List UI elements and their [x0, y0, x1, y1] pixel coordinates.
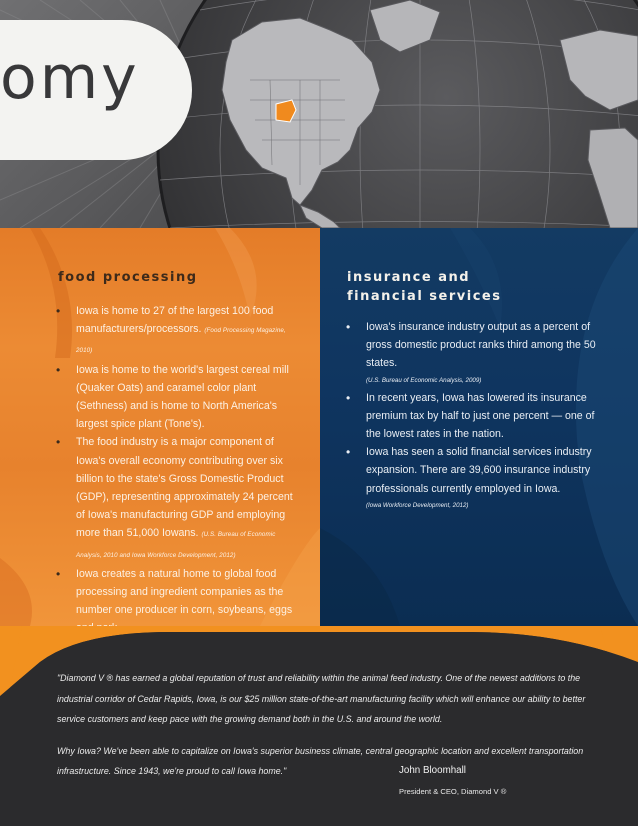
quote-paragraph: Why Iowa? We've been able to capitalize on Iowa's superior business climate, central geographic location and excellent transportation infrastructure. Since 1943, we're proud to call Iowa home."	[57, 745, 584, 777]
insurance-section	[320, 228, 638, 626]
bullet-text: Iowa creates a natural home to global food processing and ingredient companies as the number one producer in corn, soybeans, eggs	[76, 567, 293, 617]
insurance-title-line1: insurance and	[347, 270, 471, 285]
food-processing-section	[0, 228, 320, 626]
testimonial-section	[0, 626, 638, 826]
testimonial-quote	[57, 668, 605, 793]
list-item	[56, 361, 296, 434]
quote-paragraph: "Diamond V ® has earned a global reputation of trust and reliability within the animal feed industry. One of the newest additions to the industrial corridor of Cedar Rapids, Iowa, is our $25 million state-of-the-art manufacturing facility which will enhance our ability to better service customers and keep pace with the growing demand both in the U.S. and around the world.	[57, 673, 586, 725]
list-item	[56, 302, 296, 361]
page-title-fragment: omy	[0, 43, 140, 113]
bullet-text: Iowa has seen a solid financial services industry expansion. There are 39,600 insurance industry professionals currently employed in Iowa.	[366, 446, 592, 495]
list-item	[346, 443, 601, 514]
insurance-list	[346, 318, 601, 514]
bullet-text: Iowa is home to 27 of the largest 100 food manufacturers/processors.	[76, 305, 274, 336]
quote-author-title: President & CEO, Diamond V ®	[399, 787, 507, 796]
bullet-text: Iowa's insurance industry output as a percent of gross domestic product ranks third among the 50 states.	[366, 321, 596, 370]
citation: (U.S. Bureau of Economic Analysis, 2009)	[366, 376, 482, 384]
list-item	[346, 389, 601, 444]
food-processing-list	[56, 302, 296, 638]
citation: (U.S. Bureau of Economic Analysis, 2010 and Iowa Workforce Development, 2012)	[76, 531, 276, 559]
bullet-text: Iowa is home to the world's largest cereal mill (Quaker Oats) and caramel color plant (Sethness) and is home to North America's largest spice plant (Tone's).	[76, 363, 289, 431]
list-item	[346, 318, 601, 389]
quote-author: John Bloomhall	[399, 765, 466, 776]
insurance-title-line2: financial services	[347, 289, 502, 304]
bullet-text: In recent years, Iowa has lowered its insurance premium tax by half to just one percent — one of the lowest rates in the nation.	[366, 391, 595, 441]
header-banner	[0, 0, 638, 228]
list-item	[56, 433, 296, 564]
citation: (Iowa Workforce Development, 2012)	[366, 501, 469, 509]
insurance-title	[347, 268, 547, 306]
citation: (Food Processing Magazine, 2010)	[76, 327, 286, 355]
food-processing-title: food processing	[58, 270, 198, 285]
bullet-text: The food industry is a major component of Iowa's overall economy contributing over six billion to the state's Gross Domestic Product (GDP), representing approximately 24 percent of Iowa's manufacturing GDP and employing more than 51,000 Iowans.	[76, 436, 293, 540]
